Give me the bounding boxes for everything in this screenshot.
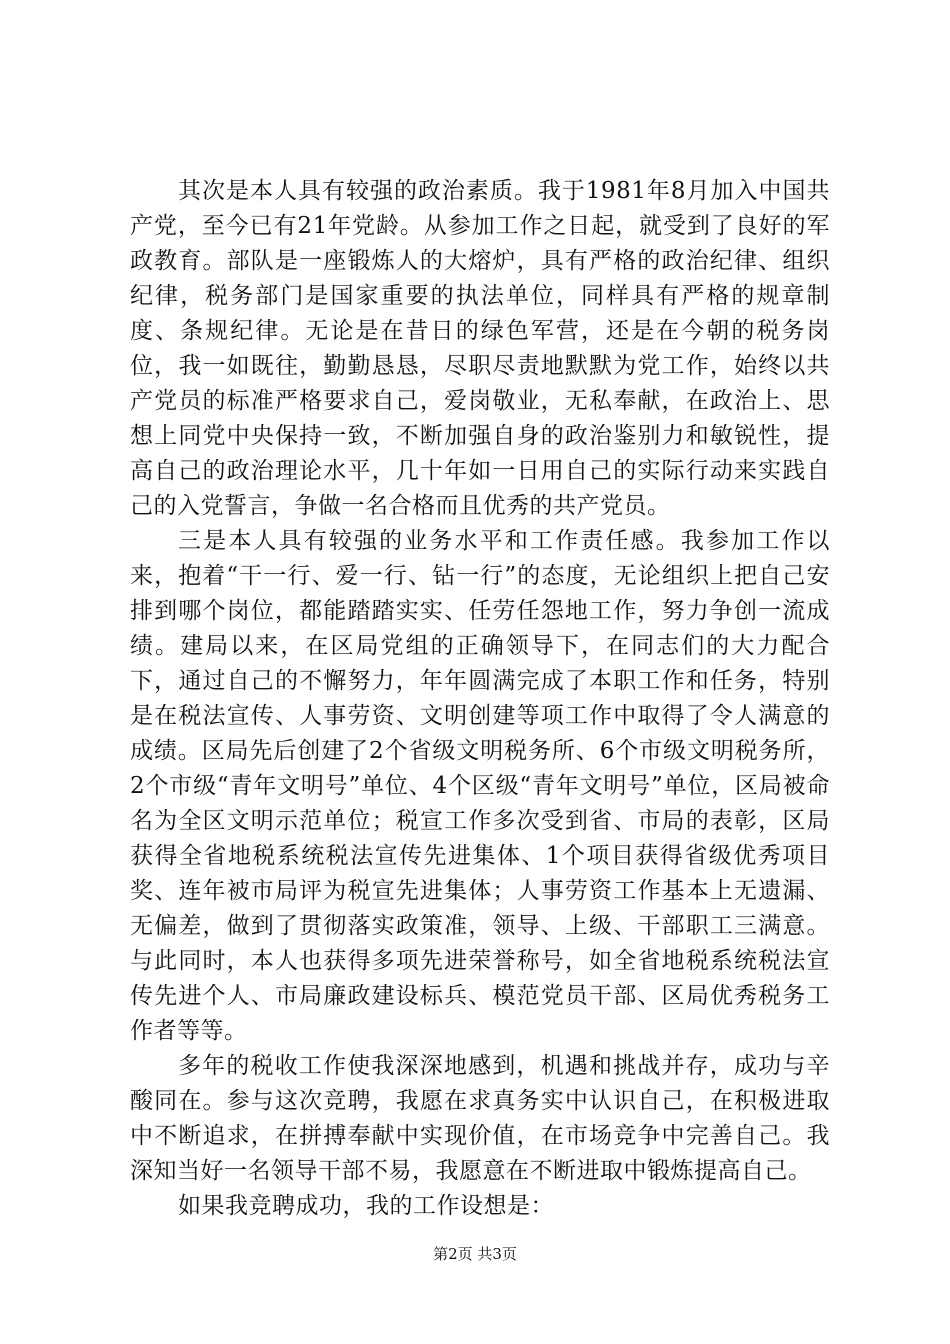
paragraph-experience: 多年的税收工作使我深深地感到，机遇和挑战并存，成功与辛酸同在。参与这次竞聘，我愿在求真务实中认识自己，在积极进取中不断追求，在拼搏奉献中实现价值，在市场竞争中完善自己。我深知当好一名领导干部不易，我愿意在不断进取中锻炼提高自己。 [130, 1053, 830, 1184]
paragraph-business-ability: 三是本人具有较强的业务水平和工作责任感。我参加工作以来，抱着“干一行、爱一行、钻一行”的态度，无论组织上把自己安排到哪个岗位，都能踏踏实实、任劳任怨地工作，努力争创一流成绩。建局以来，在区局党组的正确领导下，在同志们的大力配合下，通过自己的不懈努力，年年圆满完成了本职工作和任务，特别是在税法宣传、人事劳资、文明创建等项工作中取得了令人满意的成绩。区局先后创建了2个省级文明税务所、6个市级文明税务所，2个市级“青年文明号”单位、4个区级“青年文明号”单位，区局被命名为全区文明示范单位；税宣工作多次受到省、市局的表彰，区局获得全省地税系统税法宣传先进集体、1个项目获得省级优秀项目奖、连年被市局评为税宣先进集体；人事劳资工作基本上无遗漏、无偏差，做到了贯彻落实政策准，领导、上级、干部职工三满意。与此同时，本人也获得多项先进荣誉称号，如全省地税系统税法宣传先进个人、市局廉政建设标兵、模范党员干部、区局优秀税务工作者等等。 [130, 528, 830, 1044]
paragraph-work-plan-intro: 如果我竞聘成功，我的工作设想是： [178, 1193, 554, 1219]
page-footer [0, 1244, 950, 1264]
paragraph-political-quality: 其次是本人具有较强的政治素质。我于1981年8月加入中国共产党，至今已有21年党龄。从参加工作之日起，就受到了良好的军政教育。部队是一座锻炼人的大熔炉，具有严格的政治纪律、组织纪律，税务部门是国家重要的执法单位，同样具有严格的规章制度、条规纪律。无论是在昔日的绿色军营，还是在今朝的税务岗位，我一如既往，勤勤恳恳，尽职尽责地默默为党工作，始终以共产党员的标准严格要求自己，爱岗敬业，无私奉献，在政治上、思想上同党中央保持一致，不断加强自身的政治鉴别力和敏锐性，提高自己的政治理论水平，几十年如一日用自己的实际行动来实践自己的入党誓言，争做一名合格而且优秀的共产党员。 [130, 178, 830, 519]
page-number: 第2页 共3页 [433, 1245, 517, 1263]
document-body [130, 174, 830, 1224]
